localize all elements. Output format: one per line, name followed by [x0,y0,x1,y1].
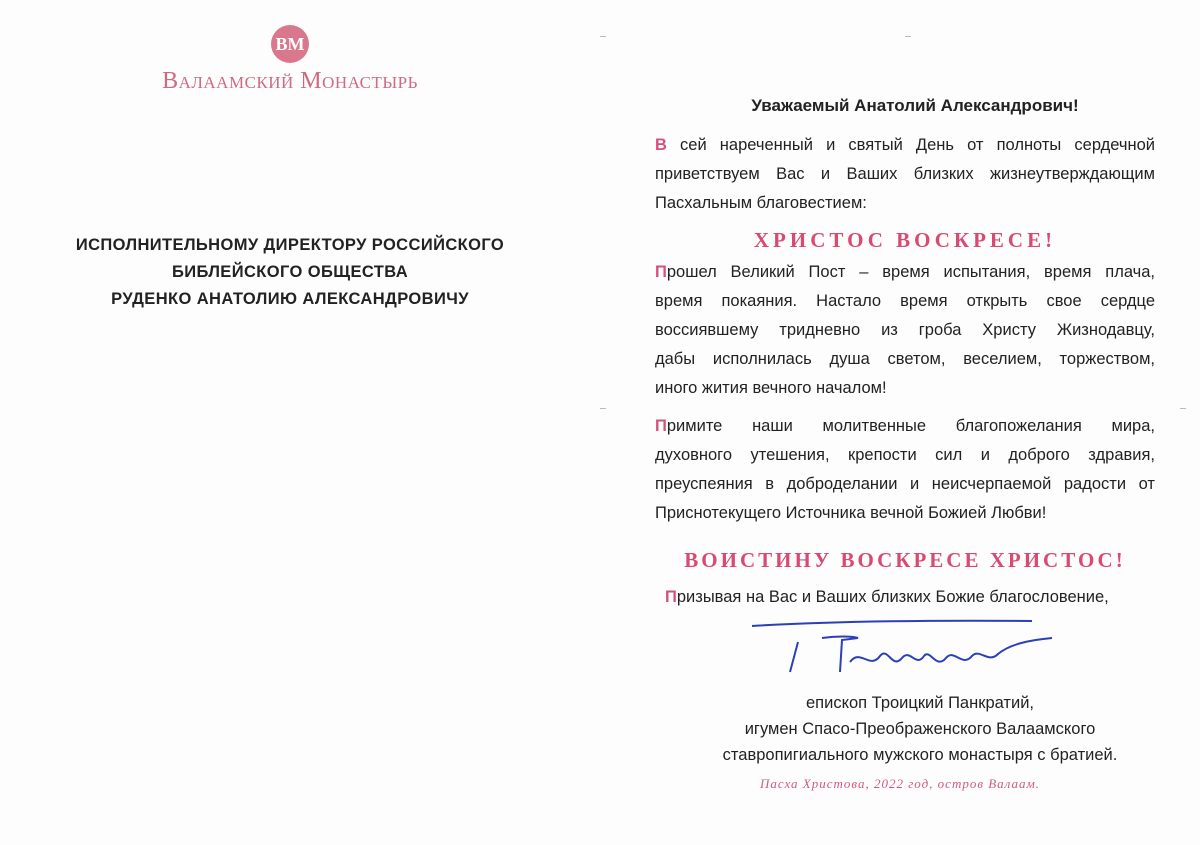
paragraph-line: дабы исполнилась душа светом, веселием, торжеством, [655,350,1155,368]
drop-cap: П [655,417,667,435]
paragraph-line: духовного утешения, крепости сил и доброго здравия, [655,446,1155,464]
fold-mark [905,36,911,37]
paragraph-line: время покаяния. Настало время открыть свое сердце [655,292,1155,310]
paragraph-line: преуспеяния в добpоделании и неисчерпаемой радости от [655,475,1155,493]
paragraph-line: римите наши молитвенные благопожелания мира, [666,417,1155,435]
paragraph-2 [655,258,1155,403]
fold-mark [1180,408,1186,409]
svg-text:ВМ: ВМ [275,34,305,54]
letter-greeting: Уважаемый Анатолий Александрович! [751,96,1079,115]
signer-line: игумен Спасо-Преображенского Валаамского [744,720,1096,738]
dateline: Пасха Христова, 2022 год, остров Валаам. [759,776,1041,791]
paragraph-3 [655,412,1155,528]
addressee-line: РУДЕНКО АНАТОЛИЮ АЛЕКСАНДРОВИЧУ [111,290,469,308]
fold-mark [600,408,606,409]
drop-cap: П [665,588,677,606]
paragraph-line: Пасхальным благовестием: [655,194,867,212]
valaam-monogram-icon [270,24,310,64]
easter-heading: ХРИСТОС ВОСКРЕСЕ! [753,228,1057,252]
signer-line: ставропигиального мужского монастыря с братией. [722,746,1118,764]
paragraph-line: приветствуем Вас и Ваших близких жизнеутверждающим [655,165,1155,183]
monastery-name: Валаамский Монастырь [162,68,418,94]
paragraph-line: рошел Великий Пост – время испытания, время плача, [666,263,1155,281]
closing-line [665,588,1165,607]
paragraph-line: иного жития вечного началом! [655,379,887,397]
addressee-block [60,232,520,313]
addressee-line: ИСПОЛНИТЕЛЬНОМУ ДИРЕКТОРУ РОССИЙСКОГО [75,236,505,254]
paragraph-line: Приснотекущего Источника вечной Божией Любви! [655,504,1047,522]
fold-mark [600,36,606,37]
signer-block [660,690,1180,768]
paragraph-line: воссиявшему тридневно из гроба Христу Жизнодавцу, [655,321,1155,339]
easter-response-heading: ВОИСТИНУ ВОСКРЕСЕ ХРИСТОС! [684,548,1126,572]
drop-cap: В [655,136,667,154]
signer-line: епископ Троицкий Панкратий, [805,694,1035,712]
paragraph-line: сей нареченный и святый День от полноты сердечной [666,136,1155,154]
paragraph-1 [655,131,1155,218]
handwritten-signature [740,612,1060,682]
closing-text: ризывая на Вас и Ваших близких Божие благословение, [676,588,1109,606]
addressee-line: БИБЛЕЙСКОГО ОБЩЕСТВА [171,263,409,281]
drop-cap: П [655,263,667,281]
